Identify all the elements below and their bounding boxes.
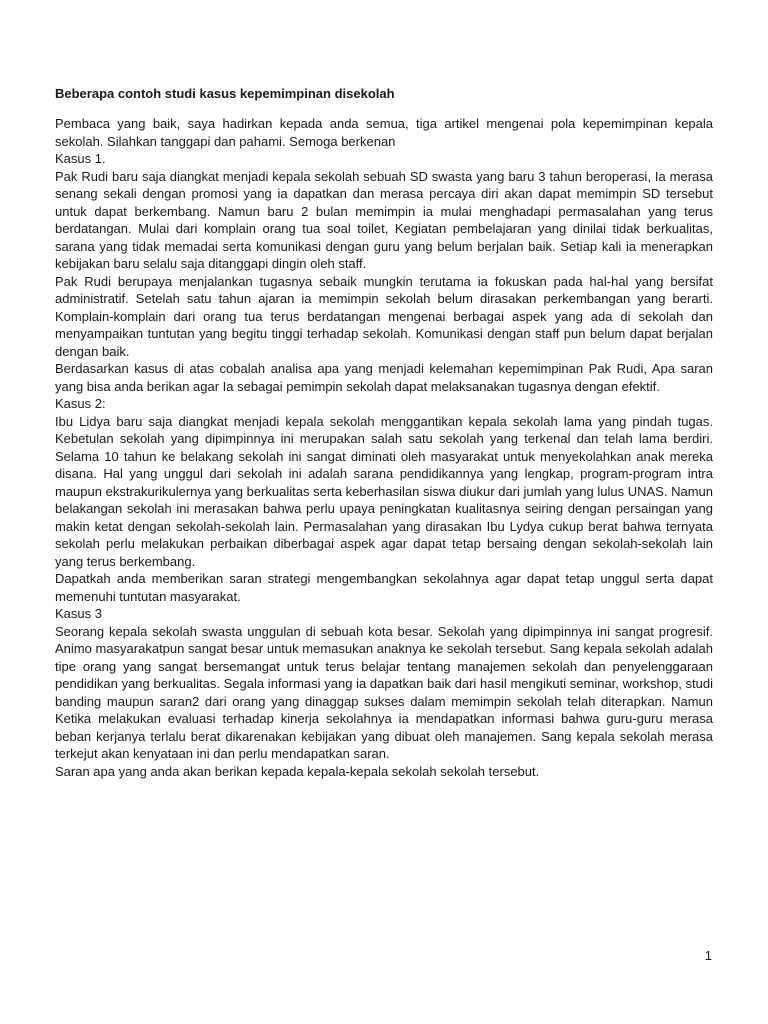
case-2-paragraph-1: Ibu Lidya baru saja diangkat menjadi kepala sekolah menggantikan kepala sekolah lama yang pindah tugas. Kebetulan sekolah yang dipimpinnya ini merupakan salah satu sekolah yang terkenal dan telah lama berdiri. Selama 10 tahun ke belakang sekolah ini sangat diminati oleh masyarakat untuk menyekolahkan anak mereka disana. Hal yang unggul dari sekolah ini adalah sarana pendidikannya yang lengkap, program-program intra maupun ekstrakurikulernya yang berkualitas serta keberhasilan siswa diukur dari jumlah yang lulus UNAS. Namun belakangan sekolah ini merasakan bahwa perlu upaya peningkatan kualitasnya seiring dengan persaingan yang makin ketat dengan sekolah-sekolah lain. Permasalahan yang dirasakan Ibu Lydya cukup berat bahwa ternyata sekolah perlu melakukan perbaikan diberbagai aspek agar dapat tetap bersaing dengan sekolah-sekolah lain yang terus berkembang.: [55, 413, 713, 569]
case-1-paragraph-1: Pak Rudi baru saja diangkat menjadi kepala sekolah sebuah SD swasta yang baru 3 tahun beroperasi, Ia merasa senang sekali dengan promosi yang ia dapatkan dan merasa percaya diri akan dapat memimpin SD tersebut untuk dapat berkembang. Namun baru 2 bulan memimpin ia mulai menghadapi permasalahan yang terus berdatangan. Mulai dari komplain orang tua soal toilet, Kegiatan pembelajaran yang dinilai tidak berkualitas, sarana yang tidak memadai serta komunikasi dengan guru yang belum berjalan baik. Setiap kali ia menerapkan kebijakan baru selalu saja ditanggapi dingin oleh staff.: [55, 168, 713, 271]
case-2-paragraph-2: Dapatkah anda memberikan saran strategi mengembangkan sekolahnya agar dapat tetap unggul serta dapat memenuhi tuntutan masyarakat.: [55, 571, 713, 604]
case-3-paragraph-1: Seorang kepala sekolah swasta unggulan di sebuah kota besar. Sekolah yang dipimpinnya ini sangat progresif. Animo masyarakatpun sangat besar untuk memasukan anaknya ke sekolah tersebut. Sang kepala sekolah adalah tipe orang yang sangat bersemangat untuk terus belajar tentang manajemen sekolah dan penyelenggaraan pendidikan yang berkualitas. Segala informasi yang ia dapatkan baik dari hasil mengikuti seminar, workshop, studi banding maupun saran2 dari orang yang dinaggap sukses dalam memimpin sekolah telah diterapkan. Namun Ketika melakukan evaluasi terhadap kinerja sekolahnya ia mendapatkan informasi bahwa guru-guru merasa beban kerjanya terlalu berat dikarenakan kebijakan yang dibuat oleh manajemen. Sang kepala sekolah merasa terkejut akan kenyataan ini dan perlu mendapatkan saran.: [55, 623, 713, 761]
page-number: 1: [704, 948, 712, 963]
case-3-label: Kasus 3: [55, 606, 102, 621]
case-1-paragraph-2: Pak Rudi berupaya menjalankan tugasnya sebaik mungkin terutama ia fokuskan pada hal-hal yang bersifat administratif. Setelah satu tahun ajaran ia memimpin sekolah belum dirasakan perkembangan yang berarti. Komplain-komplain dari orang tua terus berdatangan mengenai berbagai aspek yang ada di sekolah dan menyampaikan tuntutan yang begitu tinggi terhadap sekolah. Komunikasi dengan staff pun belum dapat berjalan dengan baik.: [55, 273, 713, 359]
document-title: Beberapa contoh studi kasus kepemimpinan disekolah: [55, 86, 395, 101]
case-2-label: Kasus 2:: [55, 396, 106, 411]
intro-paragraph: Pembaca yang baik, saya hadirkan kepada anda semua, tiga artikel mengenai pola kepemimpinan kepala sekolah. Silahkan tanggapi dan pahami. Semoga berkenan: [55, 116, 713, 149]
case-1-label: Kasus 1.: [55, 151, 106, 166]
case-1-paragraph-3: Berdasarkan kasus di atas cobalah analisa apa yang menjadi kelemahan kepemimpinan Pak Rudi, Apa saran yang bisa anda berikan agar Ia sebagai pemimpin sekolah dapat melaksanakan tugasnya dengan efektif.: [55, 361, 713, 394]
case-3-paragraph-2: Saran apa yang anda akan berikan kepada kepala-kepala sekolah sekolah tersebut.: [55, 763, 540, 779]
